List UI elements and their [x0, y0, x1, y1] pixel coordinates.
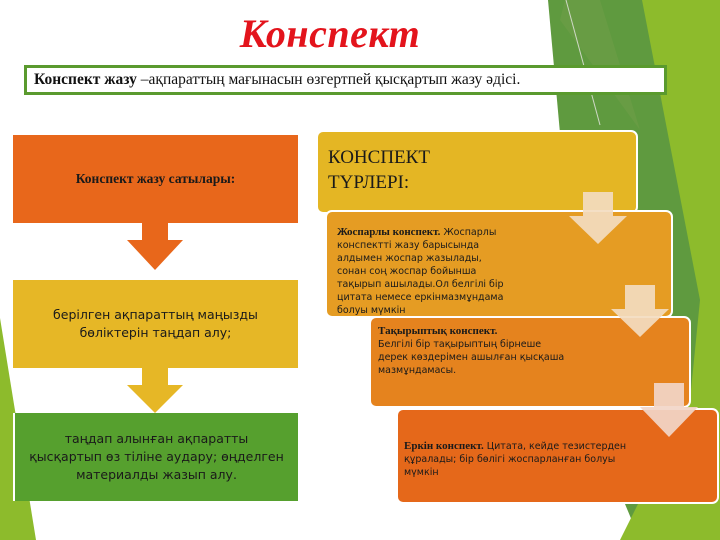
- step-item-1-text: берілген ақпараттың маңызды бөліктерін таңдап алу;: [53, 307, 258, 340]
- type-item-free-name: Еркін конспект.: [404, 440, 484, 452]
- definition-box: [24, 65, 667, 95]
- type-item-planned-name: Жоспарлы конспект.: [337, 226, 441, 238]
- down-arrow-icon: [120, 222, 190, 272]
- page-title: Конспект: [239, 11, 421, 56]
- types-heading-line2: ТҮРЛЕРІ:: [328, 172, 410, 193]
- step-item-2: [13, 413, 298, 501]
- down-arrow-icon: [638, 383, 700, 439]
- step-item-1: [13, 280, 298, 368]
- steps-heading: Конспект жазу сатылары:: [75, 171, 236, 186]
- down-arrow-icon: [567, 192, 629, 246]
- steps-heading-box: [13, 135, 298, 223]
- down-arrow-icon: [609, 285, 671, 339]
- type-item-thematic-name: Тақырыптық конспект.: [378, 325, 498, 337]
- type-item-planned-desc: Жоспарлы конспектті жазу барысында алдымен жоспар жазылады, сонан соң жоспар бойынша тақырып ашылады.Ол белгілі бір цитата немесе еркінмазмұндама болуы мүмкін: [337, 227, 504, 316]
- types-heading-line1: КОНСПЕКТ: [328, 147, 430, 168]
- definition-text: –ақпараттың мағынасын өзгертпей қысқартып жазу әдісі.: [136, 71, 521, 88]
- down-arrow-icon: [120, 367, 190, 415]
- type-item-free-desc: Цитата, кейде тезистерден құралады; бір бөлігі жоспарланған болуы мүмкін: [404, 441, 627, 478]
- definition-term: Конспект жазу: [34, 71, 137, 88]
- type-item-thematic-desc: Белгілі бір тақырыптың бірнеше дерек көздерімен ашылған қысқаша мазмұндамасы.: [378, 339, 565, 376]
- step-item-2-text: таңдап алынған ақпаратты қысқартып өз тіліне аудару; өңделген материалды жазып алу.: [29, 431, 284, 482]
